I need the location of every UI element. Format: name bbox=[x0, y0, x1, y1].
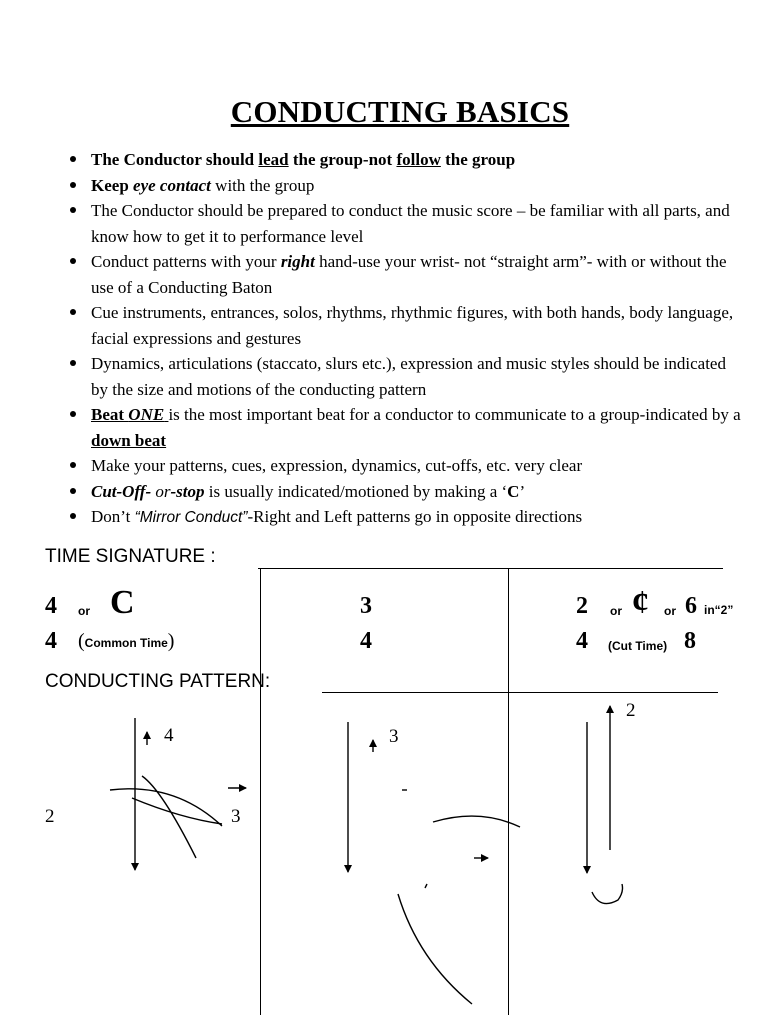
bullet-text: C bbox=[507, 481, 520, 501]
bullet-text: Cue instruments, entrances, solos, rhythms, rhythmic figures, with both hands, body language, facial expressions and gestures bbox=[91, 303, 734, 348]
bullet-text: hand-use your wrist- not “straight arm”- with or without the use of a Conducting Baton bbox=[91, 252, 727, 297]
curve-top bbox=[433, 816, 520, 827]
three-four-bottom-number: 4 bbox=[360, 628, 372, 654]
curve-right bbox=[132, 798, 222, 824]
bullet-text: Beat bbox=[91, 405, 129, 424]
conducting-pattern-heading: CONDUCTING PATTERN: bbox=[45, 671, 271, 692]
time-signature-heading: TIME SIGNATURE : bbox=[45, 546, 216, 567]
cut-time-bottom-number: 4 bbox=[576, 628, 588, 654]
or-label: or bbox=[78, 604, 90, 618]
common-time-label: (Common Time) bbox=[78, 630, 175, 652]
or-label: or bbox=[664, 604, 676, 618]
four-pattern-beat-3: 3 bbox=[231, 806, 241, 827]
four-beat-pattern bbox=[110, 718, 246, 870]
bullet-text: -Right and Left patterns go in opposite directions bbox=[247, 507, 583, 526]
six-eight-top-number: 6 bbox=[685, 593, 697, 619]
cut-time-top-number: 2 bbox=[576, 593, 588, 619]
bullet-text: is the most important beat for a conductor to communicate to a group-indicated by a bbox=[168, 405, 741, 424]
bullet-text: ONE bbox=[128, 405, 165, 424]
bullet-text: Make your patterns, cues, expression, dynamics, cut-offs, etc. very clear bbox=[91, 456, 583, 475]
curve-bottom bbox=[398, 894, 472, 1004]
bullet-text: down beat bbox=[91, 430, 167, 450]
bullet-text: “Mirror Conduct” bbox=[134, 509, 248, 526]
bullet-text: Don’t bbox=[91, 507, 135, 526]
bullet-text: lead bbox=[258, 150, 289, 169]
page-title: CONDUCTING BASICS bbox=[230, 94, 570, 129]
in-two-label: in“2” bbox=[704, 603, 734, 617]
or-label: or bbox=[610, 604, 622, 618]
bullet-text: is usually indicated/motioned by making a ‘ bbox=[204, 481, 508, 501]
bullet-text: with the group bbox=[210, 175, 315, 195]
bullet-text: Dynamics, articulations (staccato, slurs etc.), expression and music styles should be indicated by the size and motions of the conducting pattern bbox=[91, 354, 726, 399]
tick-mark bbox=[425, 884, 427, 888]
bullet-text: Keep bbox=[91, 175, 134, 195]
cut-time-symbol: ¢ bbox=[632, 584, 649, 621]
three-beat-pattern bbox=[348, 722, 520, 1004]
common-time-top-number: 4 bbox=[45, 593, 57, 619]
rebound-curve bbox=[592, 884, 623, 904]
common-time-symbol: C bbox=[110, 584, 135, 621]
bullet-text: -stop bbox=[170, 481, 205, 501]
three-pattern-beat-3: 3 bbox=[389, 726, 399, 747]
four-pattern-beat-4: 4 bbox=[164, 725, 174, 746]
bullet-text: Cut-Off- bbox=[91, 481, 152, 501]
common-time-bottom-number: 4 bbox=[45, 628, 57, 654]
bullet-text: The Conductor should bbox=[91, 150, 259, 169]
bullet-text: The Conductor should be prepared to conduct the music score – be familiar with all parts, and know how to get it to performance level bbox=[91, 201, 730, 246]
bullet-text: right bbox=[280, 252, 315, 271]
bullet-text: ’ bbox=[519, 481, 526, 501]
bullet-text: or bbox=[151, 481, 171, 501]
three-four-top-number: 3 bbox=[360, 593, 372, 619]
two-pattern-beat-2: 2 bbox=[626, 700, 636, 721]
bullet-text: eye contact bbox=[133, 175, 211, 195]
six-eight-bottom-number: 8 bbox=[684, 628, 696, 654]
bullet-text: the group bbox=[440, 150, 516, 169]
two-beat-pattern bbox=[587, 706, 623, 904]
bullet-text: follow bbox=[396, 150, 441, 169]
cut-time-label: (Cut Time) bbox=[608, 639, 668, 653]
bullet-text: the group-not bbox=[288, 150, 397, 169]
bullet-text: Conduct patterns with your bbox=[91, 252, 281, 271]
four-pattern-beat-2: 2 bbox=[45, 806, 55, 827]
